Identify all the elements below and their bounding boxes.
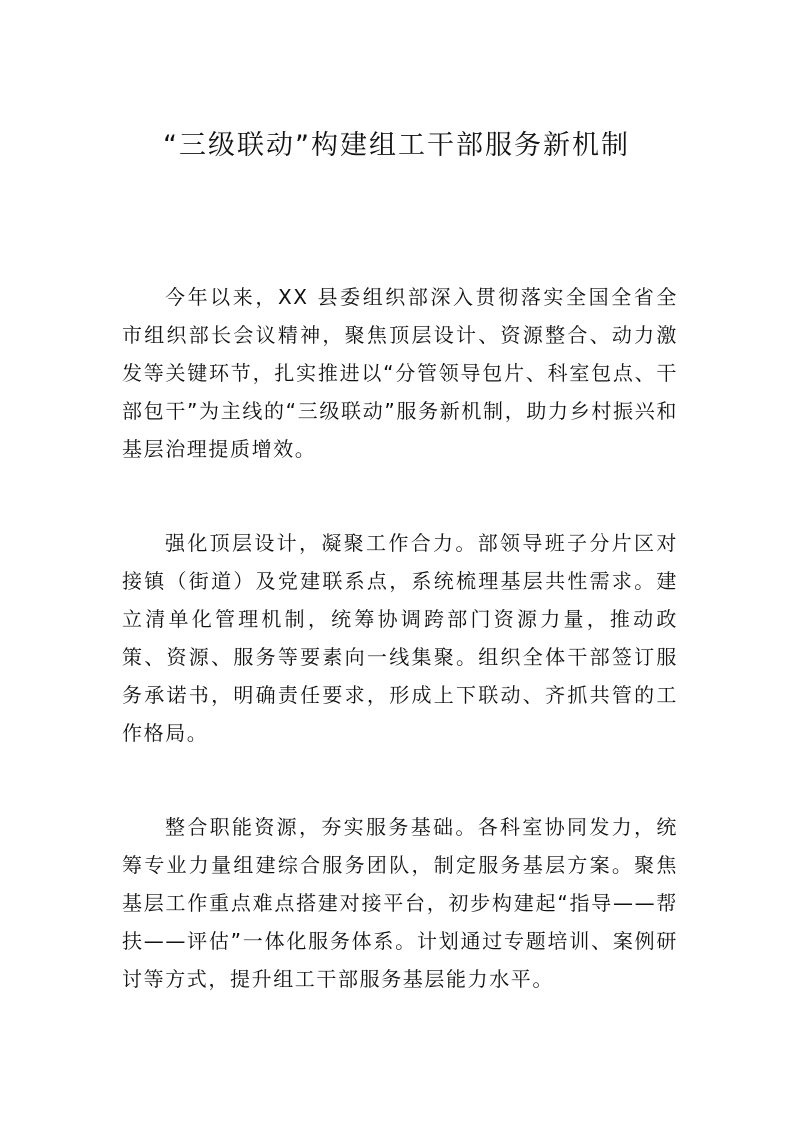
document-body [122, 278, 678, 1054]
paragraph-intro: 今年以来，XX 县委组织部深入贯彻落实全国全省全市组织部长会议精神，聚焦顶层设计、资源整合、动力激发等关键环节，扎实推进以“分管领导包片、科室包点、干部包干”为主线的“三级联动”服务新机制，助力乡村振兴和基层治理提质增效。 [122, 285, 678, 461]
paragraph-resource-integration: 整合职能资源，夯实服务基础。各科室协同发力，统筹专业力量组建综合服务团队，制定服务基层方案。聚焦基层工作重点难点搭建对接平台，初步构建起“指导——帮扶——评估”一体化服务体系。计划通过专题培训、案例研讨等方式，提升组工干部服务基层能力水平。 [122, 815, 678, 991]
document-title: “三级联动”构建组工干部服务新机制 [163, 130, 630, 161]
paragraph-top-level-design: 强化顶层设计，凝聚工作合力。部领导班子分片区对接镇（街道）及党建联系点，系统梳理基层共性需求。建立清单化管理机制，统筹协调跨部门资源力量，推动政策、资源、服务等要素向一线集聚。组织全体干部签订服务承诺书，明确责任要求，形成上下联动、齐抓共管的工作格局。 [122, 531, 678, 745]
